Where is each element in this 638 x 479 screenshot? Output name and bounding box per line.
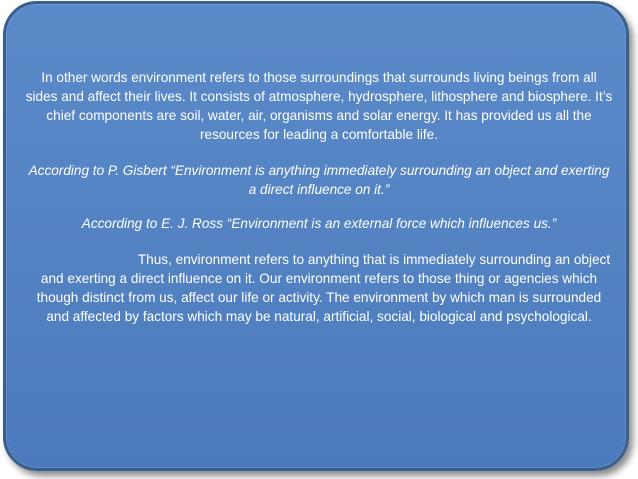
- quote-gisbert: According to P. Gisbert “Environment is anything immediately surrounding an object and exerting a direct influence on it.”: [28, 163, 610, 197]
- panel-content: [24, 68, 614, 326]
- paragraph-conclusion: [24, 250, 614, 326]
- paragraph-environment-definition: In other words environment refers to those surroundings that surrounds living beings from all sides and affect their lives. It consists of atmosphere, hydrosphere, lithosphere and biosphere. It’s chief components are soil, water, air, organisms and solar energy. It has provided us all the resources for leading a comfortable life.: [25, 70, 613, 142]
- quote-ross: According to E. J. Ross “Environment is an external force which influences us.”: [81, 216, 557, 231]
- paragraph-conclusion-text: Thus, environment refers to anything that is immediately surrounding an object and exerting a direct influence on it. Our environment refers to those thing or agencies which though distinct from us, affect our life or activity. The environment by which man is surrounded and affected by factors which may be natural, artificial, social, biological and psychological.: [36, 252, 611, 324]
